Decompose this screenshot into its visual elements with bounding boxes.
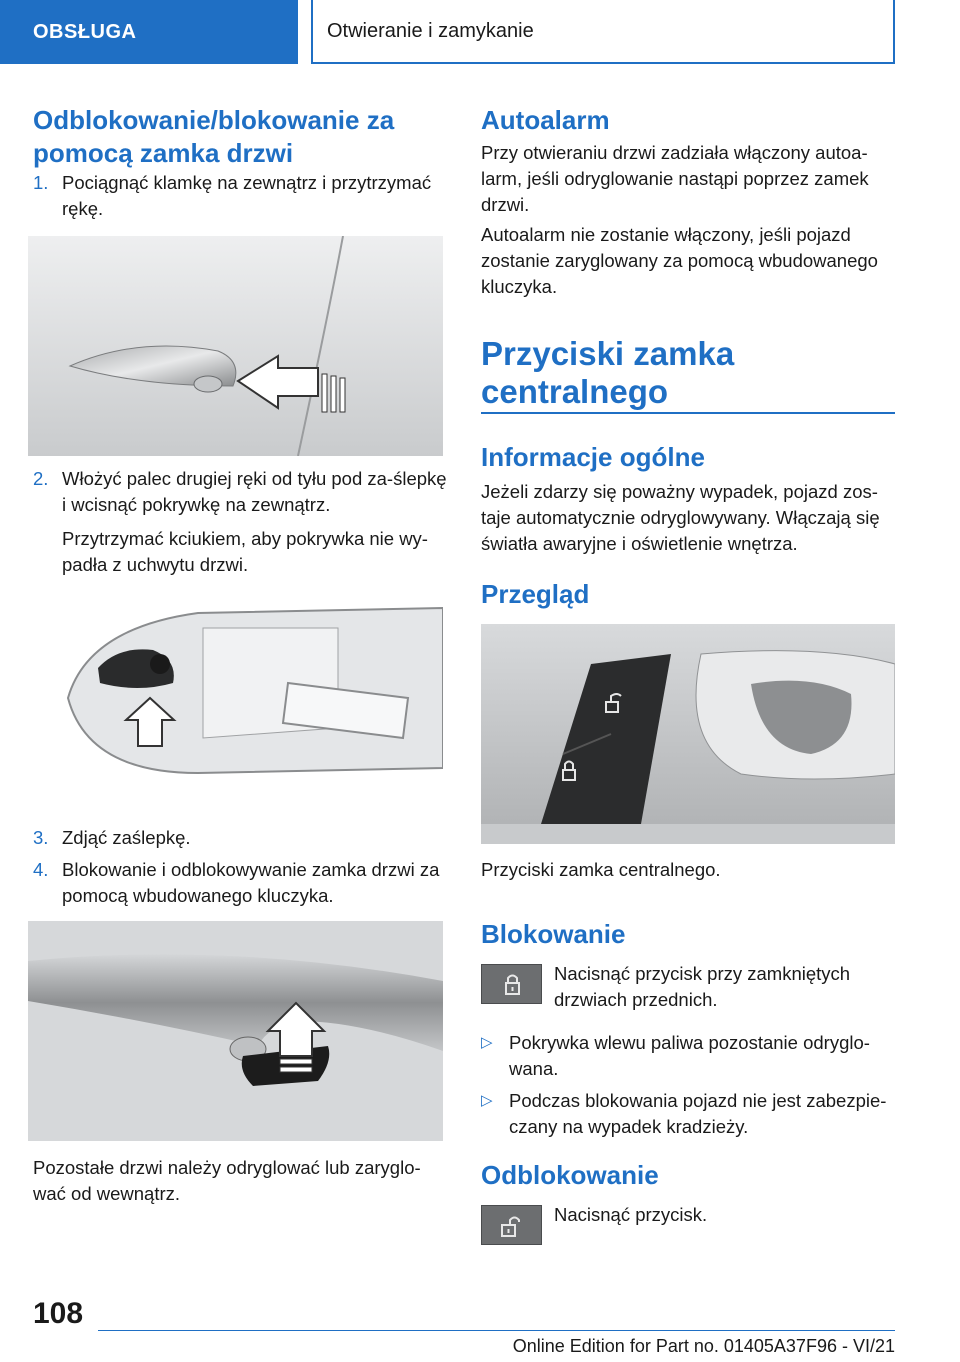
central-lock-buttons-image (481, 624, 895, 844)
section-heading-door-lock: Odblokowanie/blokowanie za pomocą zamka drzwi (33, 105, 395, 168)
chapter-title: Otwieranie i zamykanie (327, 19, 534, 42)
step-number: 3. (33, 827, 49, 848)
autoalarm-paragraph-2: Autoalarm nie zostanie włączony, jeśli pojazd zostanie zaryglowany za pomocą wbudowanego kluczyka. (481, 224, 878, 297)
overview-block (481, 578, 895, 611)
overview-caption: Przyciski zamka centralnego. (481, 859, 721, 880)
left-heading-block (33, 104, 433, 170)
step-text: Pociągnąć klamkę na zewnątrz i przytrzymać rękę. (62, 172, 432, 219)
central-lock-buttons-illustration (481, 624, 895, 844)
cover-removal-illustration (28, 588, 443, 808)
general-info-heading: Informacje ogólne (481, 442, 705, 472)
lock-icon (482, 965, 543, 1005)
unlocking-text: Nacisnąć przycisk. (554, 1204, 708, 1225)
step-number: 4. (33, 859, 49, 880)
step-2-note (33, 526, 445, 578)
footer-rule (98, 1330, 895, 1331)
bullet-text: Podczas blokowania pojazd nie jest zabezpie-czany na wypadek kradzieży. (509, 1090, 887, 1137)
unlocking-block (481, 1159, 895, 1192)
general-info-text: Jeżeli zdarzy się poważny wypadek, pojazd zos-taje automatycznie odryglowywany. Włączają się światła awaryjne i oświetlenie wnętrza. (481, 481, 880, 554)
door-handle-pull-image (28, 236, 443, 456)
key-in-lock-image (28, 921, 443, 1141)
bullet-text: Pokrywka wlewu paliwa pozostanie odryglo-wana. (509, 1032, 870, 1079)
autoalarm-heading: Autoalarm (481, 105, 610, 135)
step-4 (33, 857, 445, 909)
cover-removal-image (28, 588, 443, 808)
locking-text: Nacisnąć przycisk przy zamkniętych drzwiach przednich. (554, 963, 851, 1010)
overview-heading: Przegląd (481, 579, 590, 609)
locking-bullet-2 (481, 1088, 895, 1140)
step-text: Włożyć palec drugiej ręki od tyłu pod za-ślepkę i wcisnąć pokrywkę na zewnątrz. (62, 468, 447, 515)
step-3 (33, 825, 445, 851)
chapter-header (311, 0, 895, 64)
locking-block (481, 918, 895, 951)
bullet-triangle-icon: ▷ (481, 1034, 493, 1051)
heading-rule (481, 412, 895, 414)
footer-edition: Online Edition for Part no. 01405A37F96 - VI/21 (512, 1336, 895, 1356)
page-number: 108 (33, 1297, 84, 1330)
step-number: 1. (33, 172, 49, 193)
central-locking-heading-block (481, 335, 841, 411)
central-locking-heading: Przyciski zamka centralnego (481, 335, 735, 410)
bullet-triangle-icon: ▷ (481, 1092, 493, 1109)
step-text: Przytrzymać kciukiem, aby pokrywka nie wy-padła z uchwytu drzwi. (62, 528, 428, 575)
autoalarm-paragraph-1: Przy otwieraniu drzwi zadziała włączony autoa-larm, jeśli odryglowanie nastąpi poprzez zamek drzwi. (481, 142, 869, 215)
step-2 (33, 466, 445, 518)
unlocking-heading: Odblokowanie (481, 1160, 659, 1190)
general-info-block (481, 441, 895, 474)
closing-note: Pozostałe drzwi należy odryglować lub zaryglo-wać od wewnątrz. (33, 1157, 421, 1204)
unlock-button-icon (481, 1205, 542, 1245)
locking-bullet-1 (481, 1030, 895, 1082)
key-in-lock-illustration (28, 921, 443, 1141)
step-1 (33, 170, 445, 222)
step-number: 2. (33, 468, 49, 489)
section-title: OBSŁUGA (33, 20, 137, 43)
step-text: Zdjąć zaślepkę. (62, 827, 191, 848)
lock-button-icon (481, 964, 542, 1004)
unlock-icon (482, 1206, 543, 1246)
door-handle-pull-illustration (28, 236, 443, 456)
section-tab (0, 0, 298, 64)
locking-heading: Blokowanie (481, 919, 626, 949)
autoalarm-block (481, 104, 895, 137)
step-text: Blokowanie i odblokowywanie zamka drzwi za pomocą wbudowanego kluczyka. (62, 859, 440, 906)
